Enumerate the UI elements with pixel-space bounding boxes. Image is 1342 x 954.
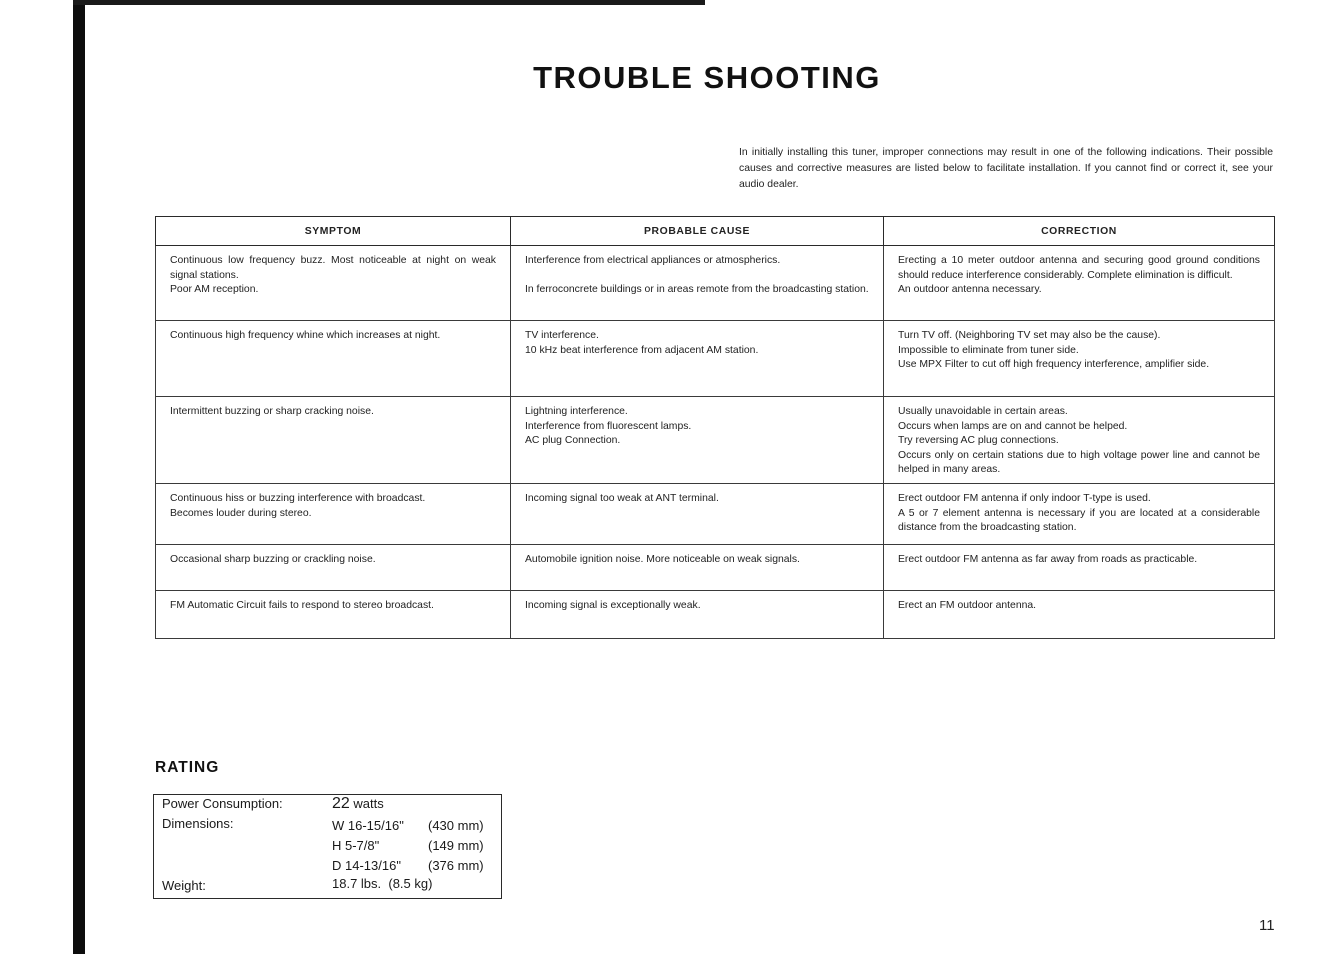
symptom-text: Becomes louder during stereo. — [170, 507, 312, 519]
dimension-depth-mm: (376 mm) — [428, 858, 484, 873]
correction-cell — [884, 484, 1275, 545]
correction-cell — [884, 321, 1275, 397]
correction-text: An outdoor antenna necessary. — [898, 284, 1042, 295]
cause-text: Interference from electrical appliances or atmospherics. — [525, 255, 781, 266]
table-row — [156, 321, 1275, 397]
page-number: 11 — [1259, 917, 1275, 934]
weight-label: Weight: — [162, 878, 206, 893]
correction-cell — [884, 545, 1275, 591]
trouble-shooting-table — [155, 216, 1275, 639]
table-header-row — [156, 217, 1275, 246]
page-binding-edge — [73, 0, 85, 954]
cause-text: In ferroconcrete buildings or in areas remote from the broadcasting station. — [525, 283, 869, 295]
symptom-cell — [156, 321, 511, 397]
correction-text: A 5 or 7 element antenna is necessary if you are located at a considerable distance from the broadcasting station. — [898, 507, 1260, 533]
dimensions-label: Dimensions: — [162, 816, 234, 831]
cause-cell — [511, 397, 884, 484]
intro-paragraph: In initially installing this tuner, improper connections may result in one of the following indications. Their possible causes and corrective measures are listed below to facilitate installation. If you cannot find or correct it, see your audio dealer. — [739, 147, 1273, 190]
correction-text: Turn TV off. (Neighboring TV set may also be the cause). — [898, 330, 1161, 341]
dimension-depth-inches: D 14-13/16" — [332, 858, 401, 873]
correction-text: Erect outdoor FM antenna if only indoor T-type is used. — [898, 493, 1151, 504]
symptom-cell — [156, 591, 511, 639]
correction-text: Usually unavoidable in certain areas. — [898, 406, 1068, 417]
correction-text: Impossible to eliminate from tuner side. — [898, 344, 1079, 356]
symptom-text: Continuous hiss or buzzing interference with broadcast. — [170, 493, 426, 504]
header-probable-cause: PROBABLE CAUSE — [511, 217, 884, 246]
correction-text: Erecting a 10 meter outdoor antenna and securing good ground conditions should reduce interference considerably. Complete elimination is difficult. — [898, 255, 1260, 281]
cause-text: TV interference. — [525, 330, 599, 341]
table-row — [156, 484, 1275, 545]
header-correction: CORRECTION — [884, 217, 1275, 246]
symptom-text: FM Automatic Circuit fails to respond to stereo broadcast. — [170, 600, 434, 611]
dimension-width-mm: (430 mm) — [428, 818, 484, 833]
power-number: 22 — [332, 795, 350, 812]
power-consumption-value — [332, 795, 384, 813]
correction-text: Erect an FM outdoor antenna. — [898, 600, 1037, 611]
table-row — [156, 397, 1275, 484]
symptom-cell — [156, 397, 511, 484]
symptom-text: Continuous high frequency whine which increases at night. — [170, 330, 441, 341]
correction-text: Try reversing AC plug connections. — [898, 435, 1059, 446]
header-symptom: SYMPTOM — [156, 217, 511, 246]
symptom-text: Occasional sharp buzzing or crackling noise. — [170, 554, 376, 565]
cause-text: AC plug Connection. — [525, 435, 621, 446]
cause-text: Lightning interference. — [525, 406, 628, 417]
dimension-depth — [332, 858, 484, 873]
dimension-height-mm: (149 mm) — [428, 838, 484, 853]
dimension-width — [332, 818, 484, 833]
cause-text: Incoming signal is exceptionally weak. — [525, 600, 701, 611]
top-rule — [73, 0, 705, 5]
symptom-text: Intermittent buzzing or sharp cracking noise. — [170, 406, 374, 417]
correction-text: Use MPX Filter to cut off high frequency interference, amplifier side. — [898, 359, 1210, 370]
correction-text: Erect outdoor FM antenna as far away from roads as practicable. — [898, 554, 1198, 565]
power-unit: watts — [353, 796, 384, 811]
correction-text: Occurs when lamps are on and cannot be helped. — [898, 420, 1128, 432]
rating-box — [153, 794, 502, 899]
rating-title: RATING — [155, 759, 220, 776]
cause-cell — [511, 321, 884, 397]
cause-text: Interference from fluorescent lamps. — [525, 420, 692, 432]
correction-cell — [884, 591, 1275, 639]
correction-cell — [884, 246, 1275, 321]
cause-text: Incoming signal too weak at ANT terminal. — [525, 493, 719, 504]
cause-text: Automobile ignition noise. More noticeable on weak signals. — [525, 554, 800, 565]
dimension-height — [332, 838, 484, 853]
table-row — [156, 246, 1275, 321]
correction-cell — [884, 397, 1275, 484]
correction-text: Occurs only on certain stations due to high voltage power line and cannot be helped in many areas. — [898, 449, 1260, 475]
symptom-cell — [156, 484, 511, 545]
symptom-text: Continuous low frequency buzz. Most noticeable at night on weak signal stations. — [170, 255, 496, 281]
cause-text: 10 kHz beat interference from adjacent AM station. — [525, 344, 759, 356]
dimension-width-inches: W 16-15/16" — [332, 818, 404, 833]
page-title: TROUBLE SHOOTING — [533, 60, 881, 95]
dimension-height-inches: H 5-7/8" — [332, 838, 380, 853]
symptom-cell — [156, 545, 511, 591]
cause-cell — [511, 545, 884, 591]
power-consumption-label: Power Consumption: — [162, 796, 283, 811]
symptom-cell — [156, 246, 511, 321]
weight-value: 18.7 lbs. (8.5 kg) — [332, 876, 433, 891]
table-row — [156, 545, 1275, 591]
cause-cell — [511, 591, 884, 639]
table-row — [156, 591, 1275, 639]
symptom-text: Poor AM reception. — [170, 284, 259, 295]
cause-cell — [511, 246, 884, 321]
cause-cell — [511, 484, 884, 545]
